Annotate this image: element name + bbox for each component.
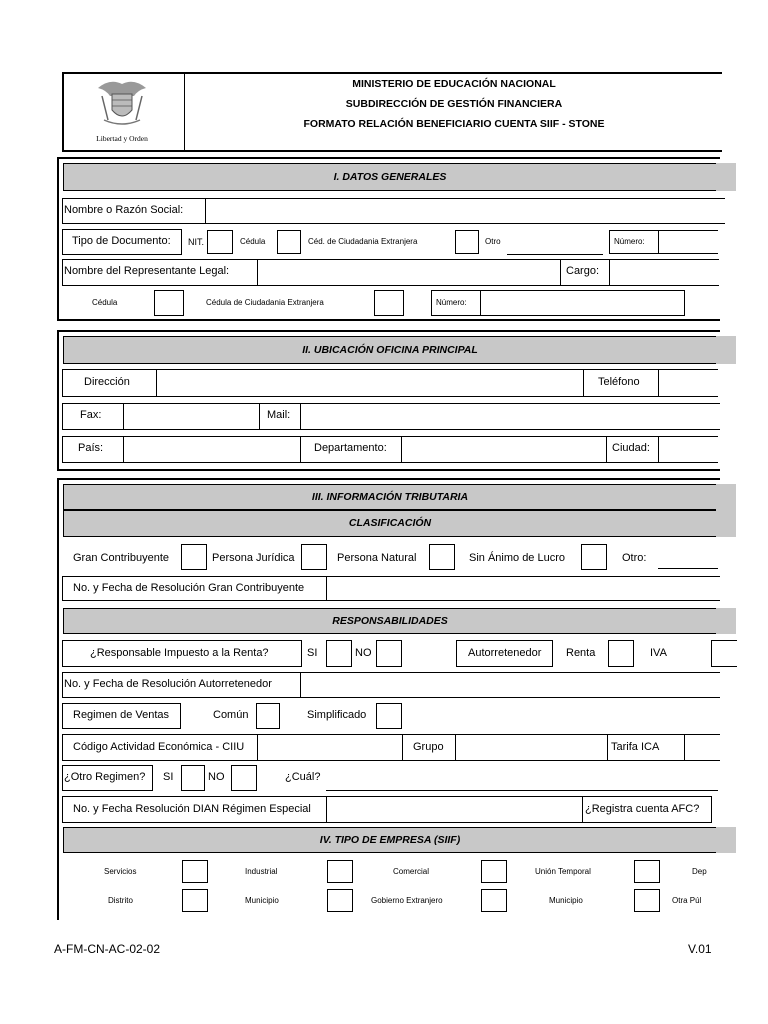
ced-ext-checkbox[interactable] bbox=[455, 230, 479, 254]
autoret-renta-label: Renta bbox=[566, 647, 596, 659]
otro-regimen-si-label: SI bbox=[163, 771, 174, 783]
nit-checkbox[interactable] bbox=[207, 230, 233, 254]
ciudad-input[interactable] bbox=[658, 436, 718, 463]
cual-input-line[interactable] bbox=[326, 790, 718, 791]
persona-natural-label: Persona Natural bbox=[337, 552, 417, 564]
section-tributaria bbox=[57, 478, 720, 920]
section-title-datos-generales: I. DATOS GENERALES bbox=[63, 163, 717, 191]
mail-input[interactable] bbox=[300, 403, 720, 430]
autoret-renta-checkbox[interactable] bbox=[608, 640, 634, 667]
renta-si-label: SI bbox=[307, 647, 318, 659]
direccion-label: Dirección bbox=[84, 376, 130, 388]
tipo-distrito-checkbox[interactable] bbox=[182, 889, 208, 912]
res-dian-label: No. y Fecha Resolución DIAN Régimen Especial bbox=[73, 803, 311, 815]
cedula-checkbox[interactable] bbox=[277, 230, 301, 254]
section-shade-extension bbox=[716, 163, 736, 191]
ciudad-label: Ciudad: bbox=[612, 442, 650, 454]
rep-legal-input[interactable] bbox=[257, 259, 561, 286]
comun-checkbox[interactable] bbox=[256, 703, 280, 729]
sin-animo-label: Sin Ánimo de Lucro bbox=[469, 552, 565, 564]
subdirection-title: SUBDIRECCIÓN DE GESTIÓN FINANCIERA bbox=[345, 98, 563, 110]
tipo-industrial-label: Industrial bbox=[245, 867, 278, 876]
renta-no-checkbox[interactable] bbox=[376, 640, 402, 667]
rep-ced-ext-label: Cédula de Ciudadania Extranjera bbox=[206, 298, 324, 307]
tipo-gobierno-extranjero-label: Gobierno Extranjero bbox=[371, 896, 443, 905]
tipo-municipio-label: Municipio bbox=[245, 896, 279, 905]
tipo-comercial-checkbox[interactable] bbox=[481, 860, 507, 883]
gran-contribuyente-label: Gran Contribuyente bbox=[73, 552, 169, 564]
cedula-label: Cédula bbox=[240, 237, 266, 246]
res-auto-label: No. y Fecha de Resolución Autorretenedor bbox=[64, 678, 272, 690]
regimen-ventas-label: Regimen de Ventas bbox=[73, 709, 170, 721]
renta-si-checkbox[interactable] bbox=[326, 640, 352, 667]
res-auto-input[interactable] bbox=[300, 672, 720, 698]
section-shade-extension bbox=[716, 827, 736, 853]
tipo-union-temporal-label: Unión Temporal bbox=[535, 867, 591, 876]
rep-ced-ext-checkbox[interactable] bbox=[374, 290, 404, 316]
persona-natural-checkbox[interactable] bbox=[429, 544, 455, 570]
tipo-municipio-checkbox[interactable] bbox=[327, 889, 353, 912]
autoret-iva-label: IVA bbox=[650, 647, 667, 659]
rep-cedula-label: Cédula bbox=[92, 298, 118, 307]
fax-label: Fax: bbox=[80, 409, 102, 421]
afc-label: ¿Registra cuenta AFC? bbox=[585, 803, 700, 815]
section-shade-extension bbox=[716, 336, 736, 364]
rep-legal-label: Nombre del Representante Legal: bbox=[64, 265, 230, 277]
tipo-servicios-checkbox[interactable] bbox=[182, 860, 208, 883]
tarifa-ica-input[interactable] bbox=[684, 734, 720, 761]
form-code: A-FM-CN-AC-02-02 bbox=[54, 942, 161, 956]
cargo-label: Cargo: bbox=[566, 265, 600, 277]
numero-label: Número: bbox=[614, 237, 645, 246]
otro-clasif-input-line[interactable] bbox=[658, 568, 718, 569]
tarifa-ica-label: Tarifa ICA bbox=[611, 741, 660, 753]
ciiu-input[interactable] bbox=[257, 734, 403, 761]
res-gran-input[interactable] bbox=[326, 576, 720, 601]
tipo-comercial-label: Comercial bbox=[393, 867, 430, 876]
ciiu-label: Código Actividad Económica - CIIU bbox=[73, 741, 245, 753]
logo-caption: Libertad y Orden bbox=[96, 134, 148, 143]
otro-regimen-no-label: NO bbox=[208, 771, 225, 783]
otro-doc-label: Otro bbox=[485, 237, 501, 246]
ministry-title: MINISTERIO DE EDUCACIÓN NACIONAL bbox=[352, 78, 556, 90]
tipo-union-temporal-checkbox[interactable] bbox=[634, 860, 660, 883]
nit-label: NIT. bbox=[188, 237, 205, 247]
rep-numero-input[interactable] bbox=[480, 290, 685, 316]
direccion-input[interactable] bbox=[156, 369, 584, 397]
res-gran-label: No. y Fecha de Resolución Gran Contribuyente bbox=[73, 582, 305, 594]
tipo-municipio2-label: Municipio bbox=[549, 896, 583, 905]
otro-doc-input-line[interactable] bbox=[507, 254, 603, 255]
subsection-clasificacion: CLASIFICACIÓN bbox=[63, 510, 717, 537]
header-title-block bbox=[186, 78, 722, 138]
subsection-responsabilidades: RESPONSABILIDADES bbox=[63, 608, 717, 634]
nombre-input[interactable] bbox=[205, 198, 725, 224]
tipo-industrial-checkbox[interactable] bbox=[327, 860, 353, 883]
autoret-iva-checkbox[interactable] bbox=[711, 640, 737, 667]
section-title-ubicacion: II. UBICACIÓN OFICINA PRINCIPAL bbox=[63, 336, 717, 364]
comun-label: Común bbox=[213, 709, 249, 721]
tipo-distrito-label: Distrito bbox=[108, 896, 133, 905]
form-title: FORMATO RELACIÓN BENEFICIARIO CUENTA SIIF - STONE bbox=[303, 118, 605, 130]
section-shade-extension bbox=[716, 484, 736, 537]
tipo-gobierno-extranjero-checkbox[interactable] bbox=[481, 889, 507, 912]
rep-numero-label: Número: bbox=[436, 298, 467, 307]
ced-ext-label: Céd. de Ciudadania Extranjera bbox=[308, 237, 418, 246]
otro-clasif-label: Otro: bbox=[622, 552, 647, 564]
departamento-label: Departamento: bbox=[314, 442, 387, 454]
fax-input[interactable] bbox=[123, 403, 260, 430]
section-title-tipo-empresa: IV. TIPO DE EMPRESA (SIIF) bbox=[63, 827, 717, 853]
section-title-tributaria: III. INFORMACIÓN TRIBUTARIA bbox=[63, 484, 717, 510]
gran-contribuyente-checkbox[interactable] bbox=[181, 544, 207, 570]
otro-regimen-label: ¿Otro Regimen? bbox=[64, 771, 146, 783]
tipo-servicios-label: Servicios bbox=[104, 867, 137, 876]
persona-juridica-checkbox[interactable] bbox=[301, 544, 327, 570]
departamento-input[interactable] bbox=[401, 436, 607, 463]
grupo-label: Grupo bbox=[413, 741, 444, 753]
header-divider bbox=[184, 72, 185, 152]
pais-label: País: bbox=[78, 442, 104, 454]
otro-regimen-no-checkbox[interactable] bbox=[231, 765, 257, 791]
res-dian-input[interactable] bbox=[326, 796, 583, 823]
sin-animo-checkbox[interactable] bbox=[581, 544, 607, 570]
resp-renta-label: ¿Responsable Impuesto a la Renta? bbox=[90, 647, 269, 659]
tipo-dep-label: Dep bbox=[692, 867, 707, 876]
simplificado-label: Simplificado bbox=[307, 709, 367, 721]
telefono-input[interactable] bbox=[658, 369, 718, 397]
grupo-input[interactable] bbox=[455, 734, 608, 761]
numero-input[interactable] bbox=[658, 230, 718, 254]
section-shade-extension bbox=[716, 608, 736, 634]
nombre-label: Nombre o Razón Social: bbox=[64, 204, 184, 216]
form-version: V.01 bbox=[688, 942, 712, 956]
cargo-input[interactable] bbox=[609, 259, 719, 286]
otro-regimen-si-checkbox[interactable] bbox=[181, 765, 205, 791]
telefono-label: Teléfono bbox=[598, 376, 640, 388]
tipo-doc-label: Tipo de Documento: bbox=[72, 235, 171, 247]
rep-cedula-checkbox[interactable] bbox=[154, 290, 184, 316]
cual-label: ¿Cuál? bbox=[285, 771, 321, 783]
autorretenedor-label: Autorretenedor bbox=[468, 647, 542, 659]
simplificado-checkbox[interactable] bbox=[376, 703, 402, 729]
tipo-municipio2-checkbox[interactable] bbox=[634, 889, 660, 912]
renta-no-label: NO bbox=[355, 647, 372, 659]
persona-juridica-label: Persona Jurídica bbox=[212, 552, 295, 564]
coat-of-arms-logo bbox=[88, 76, 156, 132]
pais-input[interactable] bbox=[123, 436, 301, 463]
tipo-otra-publica-label: Otra Púl bbox=[672, 896, 702, 905]
mail-label: Mail: bbox=[267, 409, 291, 421]
